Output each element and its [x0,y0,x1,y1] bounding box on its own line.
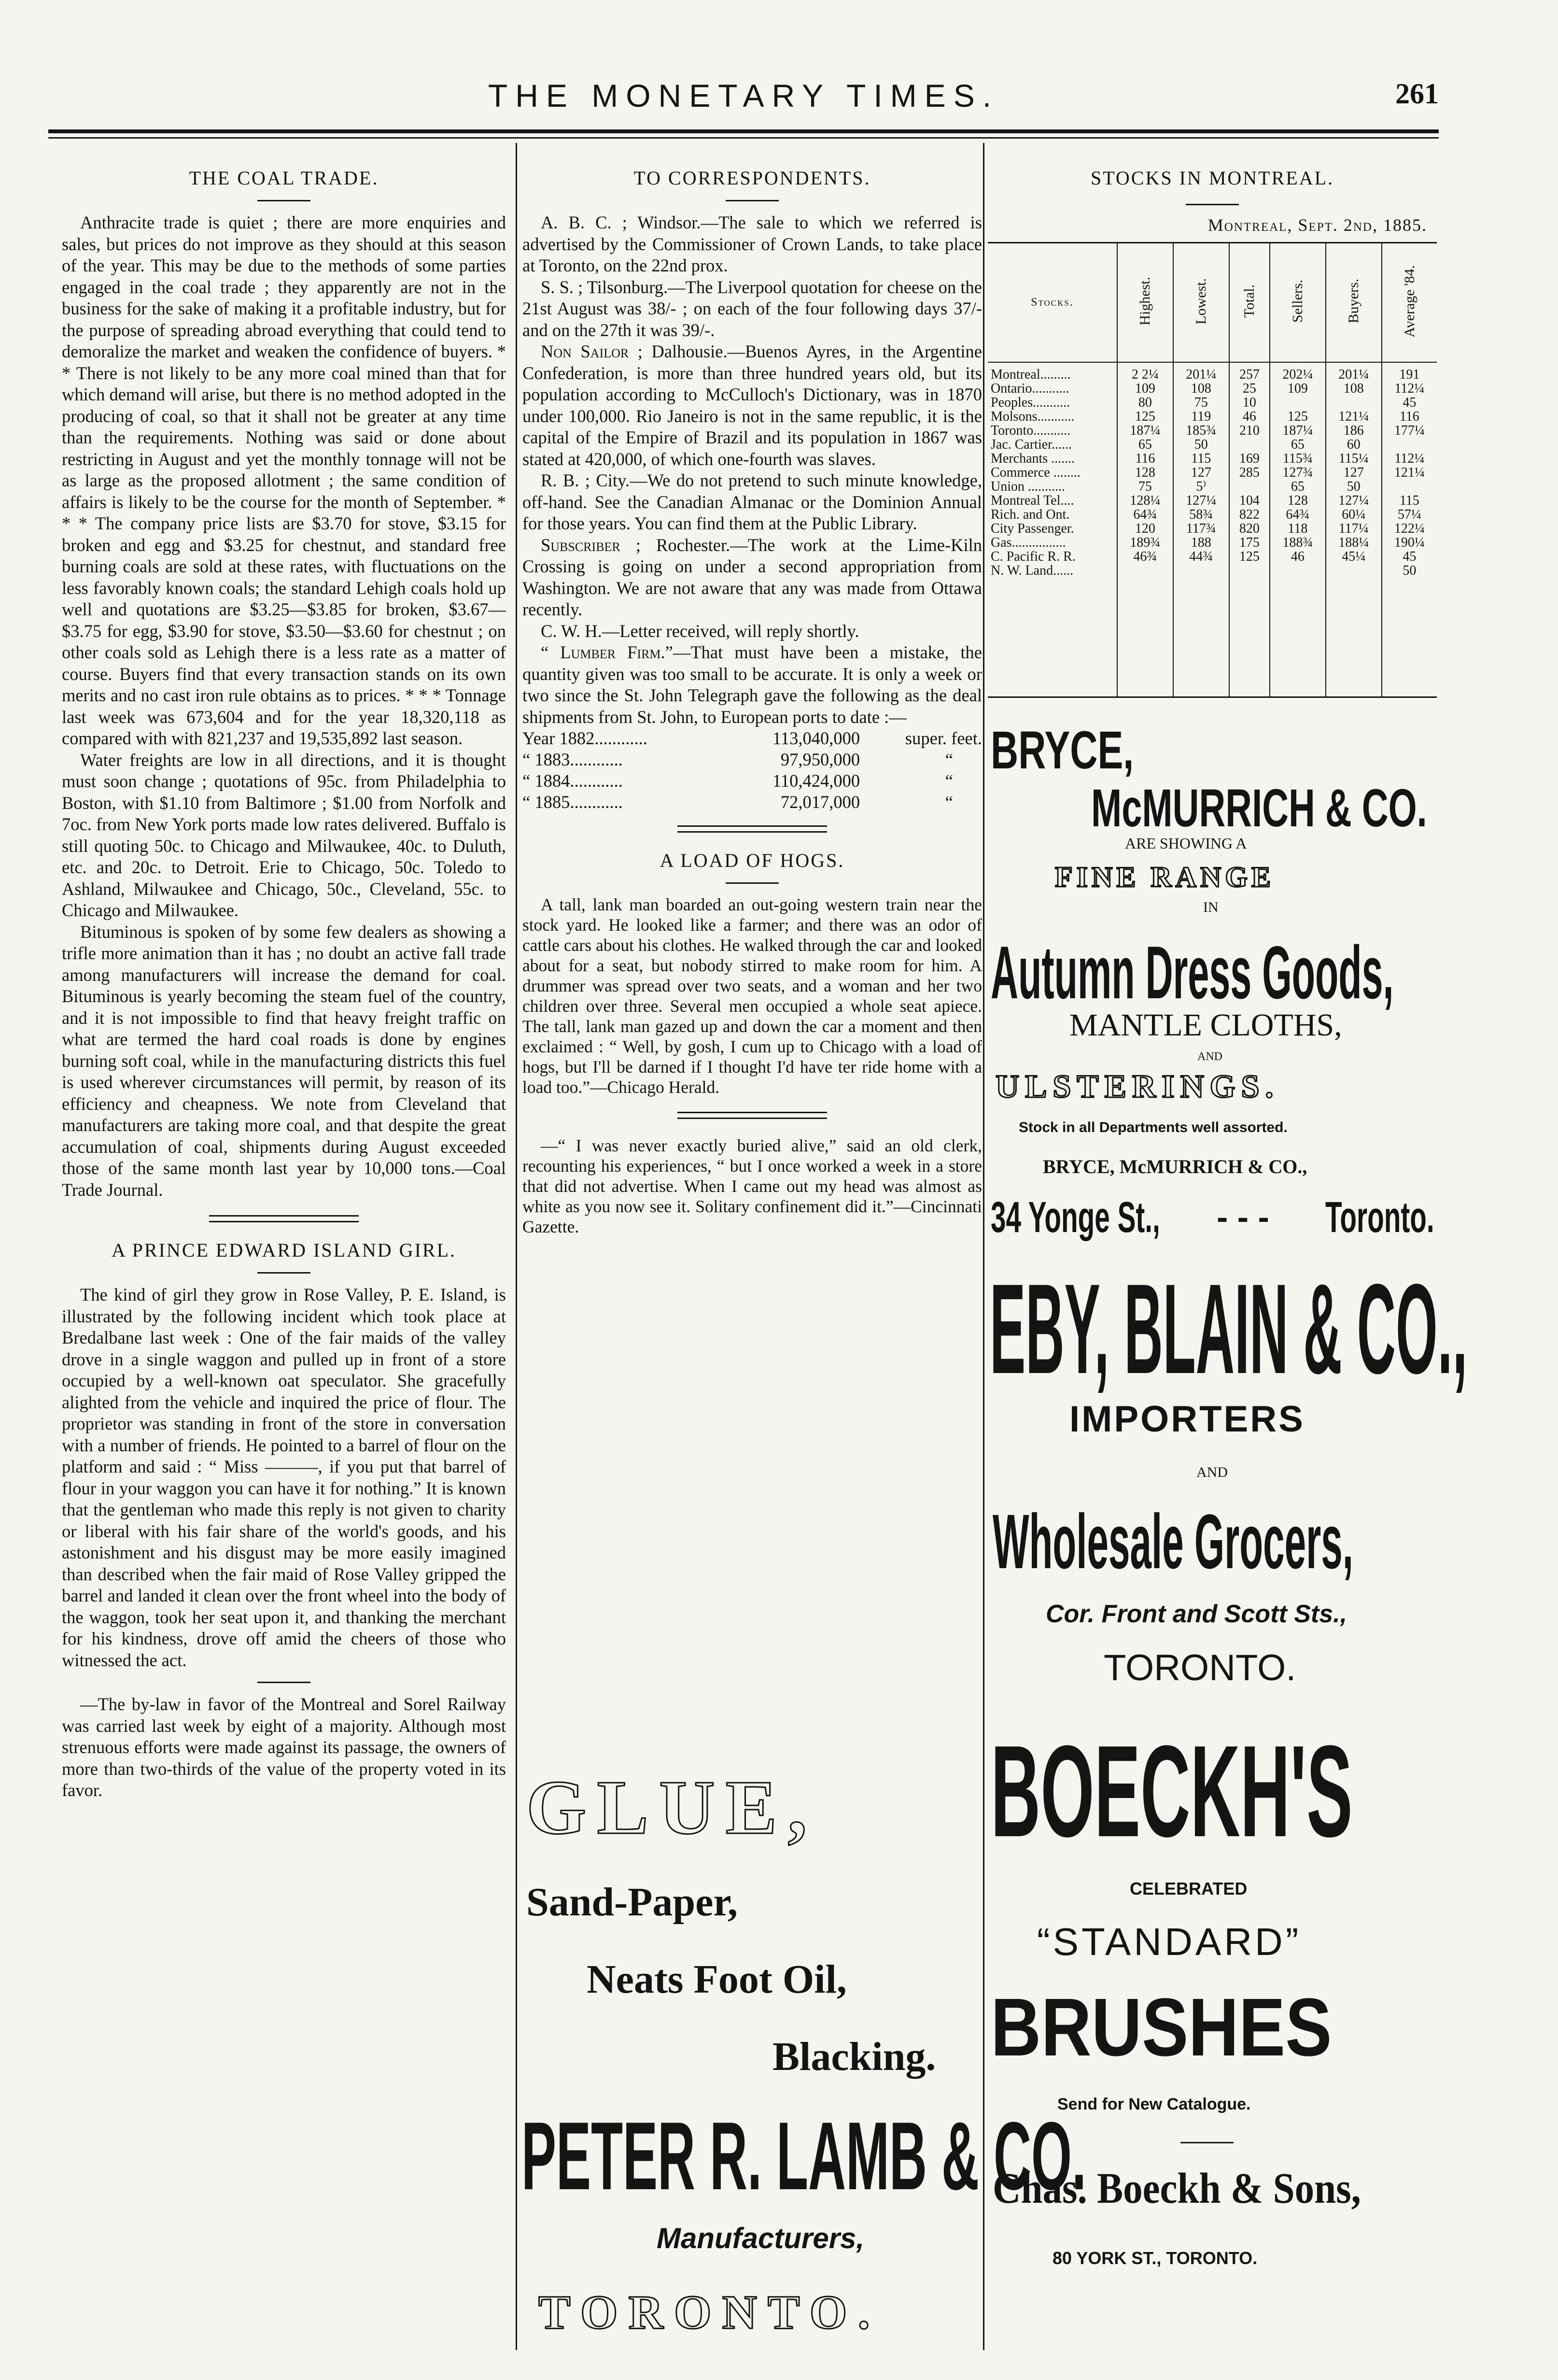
stock-name: City Passenger. [988,522,1117,536]
stock-total: 10 [1229,396,1270,410]
lumber-row [522,770,982,792]
correspondent-text: ; Windsor.—The sale to which we referred is advertised by the Commissioner of Crown Lands, to take place at Toronto, on the 22nd prox. [522,212,982,275]
importers-text: IMPORTERS [1069,1399,1305,1440]
stock-buyers: 127 [1326,466,1382,480]
stocks-table [988,242,1437,698]
header-buyers-label: Buyers. [1346,279,1362,324]
stock-sellers: 65 [1270,438,1326,452]
correspondents-heading: TO CORRESPONDENTS. [633,167,871,189]
section-separator [209,1215,359,1222]
blacking-text: Blacking. [772,2034,936,2079]
column-divider-1 [516,143,517,2350]
stock-row [988,494,1437,508]
header-lowest-label: Lowest. [1193,278,1209,325]
stock-lowest: 188 [1173,536,1229,550]
stock-average: 50 [1403,563,1417,578]
stock-cell-blank [1382,578,1437,697]
peter-lamb-text: PETER R. LAMB & CO. [521,2102,1087,2210]
stock-average [1382,438,1437,452]
stock-average: 115 [1399,493,1419,508]
lumber-year: “ 1885............ [522,792,623,812]
stock-lowest: 5⁾ [1173,480,1229,494]
lumber-amount: 110,424,000 [772,771,860,791]
stock-row-blank [988,578,1437,697]
stock-assorted-text: Stock in all Departments well assorted. [1019,1119,1288,1135]
stock-sellers: 127¾ [1270,466,1326,480]
stock-lowest: 185¾ [1173,424,1229,438]
bryce-name [991,720,1190,781]
stock-sellers [1270,396,1326,410]
stock-total: 210 [1229,424,1270,438]
stock-name: Montreal Tel.... [988,494,1117,508]
standard-text: “STANDARD” [1037,1920,1302,1963]
column-2 [522,167,982,1237]
manufacturers-text: Manufacturers, [657,2222,865,2254]
stock-name: Montreal......... [988,362,1117,382]
stock-lowest: 44¾ [1173,550,1229,564]
pei-heading: A PRINCE EDWARD ISLAND GIRL. [112,1239,456,1261]
coal-paragraph-1: Anthracite trade is quiet ; there are more enquiries and sales, but prices do not improve as they should at this season of the year. This may be due to the methods of some parties engaged in the coal trade ; they apparently are not in the business for the sake of making it a profitable industry, but for the purpose of spreading abroad everything that could tend to demoralize the market and weaken the confidence of buyers. * * There is not likely to be any more coal mined than that for which demand will arise, but there is no method adopted in the producing of coal, so that it shall not be greater at any time than the requirements. Nothing was said or done about restricting in August and yet the monthly tonnage will not be as large as the proposed allotment ; the same condition of affairs is likely to be the course for the month of September. * * * The company price lists are $3.70 for stove, $3.15 for broken and egg and $3.25 for chestnut, and standard free burning coals are sold at these rates, with fluctuations on the less favorably known coals; the standard Lehigh coals hold up well and quotations are $3.25—$3.85 for broken, $3.67—$3.75 for egg, $3.90 for stove, $3.50—$3.60 for chestnut ; on other coals sold as Lehigh there is a less rate as a matter of course. Buyers find that every transaction stands on its own merits and no cast iron rule obtains as to prices. * * * Tonnage last week was 673,604 and for the year 18,320,118 as compared with with 821,237 and 19,535,892 last season. [62,212,506,748]
stock-lowest [1173,564,1229,578]
stock-buyers: 45¼ [1326,550,1382,564]
stocks-date: Montreal, Sept. 2nd, 1885. [1207,215,1427,235]
stock-sellers: 118 [1270,522,1326,536]
stock-highest: 80 [1117,396,1173,410]
stock-buyers [1326,396,1382,410]
stock-highest: 128¼ [1117,494,1173,508]
correspondent-entry-2 [522,277,982,341]
lumber-amount: 113,040,000 [772,728,860,748]
toronto-city [1325,1193,1498,1243]
lumber-row [522,749,982,770]
fine-range-text: FINE RANGE [1055,861,1275,893]
lumber-shipments-table [522,728,982,813]
stock-total: 169 [1229,452,1270,466]
stocks-title-rule [1186,204,1239,205]
stock-lowest: 117¾ [1173,522,1229,536]
wholesale-grocers-text: Wholesale Grocers, [993,1498,1353,1585]
correspondent-name: C. W. H. [541,621,602,641]
stock-sellers: 64¾ [1270,508,1326,522]
correspondent-text: —That must have been a mistake, the quantity given was too small to be accurate. It is only a week or two since the St. John Telegraph gave the following as the deal shipments from St. John, to European ports to date :— [522,642,982,727]
stock-total [1229,564,1270,578]
clerk-paragraph: —“ I was never exactly buried alive,” said an old clerk, recounting his experiences, “ but I once worked a week in a store that did not advertise. When I came out my head was almost as white as you now see it. Solitary confinement did it.”—Cincinnati Gazette. [522,1136,982,1236]
lumber-year: “ 1884............ [522,771,623,791]
stock-highest: 46¾ [1117,550,1173,564]
york-street-text: 80 YORK ST., TORONTO. [1053,2248,1258,2268]
stocks-table-body [988,362,1437,697]
stock-sellers: 115¾ [1270,452,1326,466]
glue-title: GLUE, [526,1764,818,1850]
correspondent-text: ; Rochester.—The work at the Lime-Kiln Crossing is going on under a second appropriation from Washington. We are not aware that any was made from Ottawa recently. [522,535,982,619]
stock-name: Peoples........... [988,396,1117,410]
column-divider-2 [983,143,984,2350]
stock-highest: 75 [1117,480,1173,494]
lumber-unit: super. feet. [905,728,982,748]
correspondent-entry-1 [522,212,982,277]
column-3 [988,167,1437,698]
correspondents-heading-rule [726,200,779,201]
lumber-year: Year 1882............ [522,728,647,748]
stock-sellers [1270,564,1326,578]
stock-cell-blank [988,578,1117,697]
stock-name: Jac. Cartier...... [988,438,1117,452]
stock-row [988,410,1437,424]
stock-lowest: 127¼ [1173,494,1229,508]
stock-average [1382,480,1437,494]
pei-paragraph-1: The kind of girl they grow in Rose Valley, P. E. Island, is illustrated by the following incident which took place at Bredalbane last week : One of the fair maids of the valley drove in a single waggon and pulled up in front of a store occupied by a well-known oat speculator. She gracefully alighted from the vehicle and inquired the price of flour. The proprietor was standing in front of the store in conversation with a number of friends. He pointed to a barrel of flour on the platform and said : “ Miss ———, if you put that barrel of flour in your waggon you can have it for nothing.” It is known that the gentleman who made this reply is not given to charity or liberal with his fair share of the world's goods, and his astonishment and his disgust may be more easily imagined than described when the fair maid of Rose Valley gripped the barrel and landed it clean over the front wheel into the body of the waggon, took her seat upon it, and thanking the merchant for his kindness, drove off amid the cheers of those who witnessed the act. [62,1285,506,1670]
stock-total: 285 [1229,466,1270,480]
correspondent-text: ; City.—We do not pretend to such minute knowledge, off-hand. See the Canadian Almanac or the Dominion Annual for those years. You can find them at the Public Library. [522,470,982,533]
bryce-signature-text: BRYCE, McMURRICH & CO., [1043,1156,1307,1177]
stock-buyers: 60¼ [1326,508,1382,522]
eby-toronto-text: TORONTO. [1104,1647,1296,1688]
correspondent-entry-4 [522,470,982,535]
stock-sellers: 128 [1270,494,1326,508]
glue-toronto: TORONTO. [538,2285,881,2339]
stock-total [1229,438,1270,452]
stock-row [988,536,1437,550]
stock-cell-blank [1173,578,1229,697]
stock-highest: 187¼ [1117,424,1173,438]
correspondent-name: “ Lumber Firm.” [541,642,673,662]
stock-lowest: 58¾ [1173,508,1229,522]
stock-buyers: 60 [1326,438,1382,452]
and-text: AND [1197,1050,1222,1063]
correspondent-name: R. B. [541,470,579,490]
header-highest-label: Highest. [1137,277,1153,326]
pei-heading-rule [257,1272,310,1274]
brushes-name [991,1980,1392,2075]
stock-sellers: 65 [1270,480,1326,494]
correspondent-name: S. S. [541,277,574,297]
boeckh-rule [1180,2142,1234,2143]
stock-buyers: 127¼ [1326,494,1382,508]
stock-buyers: 115¼ [1326,452,1382,466]
ulsterings-text: ULSTERINGS. [996,1068,1279,1105]
stock-buyers: 188¼ [1326,536,1382,550]
stock-lowest: 108 [1173,382,1229,396]
boeckh-sons-text: Chas. Boeckh & Sons, [993,2165,1361,2212]
stock-row [988,452,1437,466]
stock-lowest: 127 [1173,466,1229,480]
sandpaper-text: Sand-Paper, [526,1880,738,1925]
in-text: IN [1203,899,1219,915]
mcmurrich-text: McMURRICH & CO. [1091,779,1427,838]
bryce-text: BRYCE, [991,721,1134,780]
stock-highest: 64¾ [1117,508,1173,522]
stock-buyers: 108 [1326,382,1382,396]
stock-name: Gas................ [988,536,1117,550]
stock-buyers: 201¼ [1326,362,1382,382]
coal-paragraph-2: Water freights are low in all directions, and it is thought must soon change ; quotations of 95c. from Philadelphia to Boston, with $1.10 from Baltimore ; $1.00 from Norfolk and 7oc. from New York ports made low rates delivered. Buffalo is still quoting 50c. to Chicago and Milwaukee, 40c. to Duluth, etc. and 20c. to Detroit. Erie to Chicago, 50c. Toledo to Ashland, Milwaukee and Chicago, 50c., Cleveland, 55c. to Chicago and Milwaukee. [62,750,506,920]
mantle-cloths-text: MANTLE CLOTHS, [1069,1007,1342,1043]
front-scott-text: Cor. Front and Scott Sts., [1046,1600,1347,1628]
stock-cell-blank [1270,578,1326,697]
stock-sellers: 202¼ [1270,362,1326,382]
stock-cell-blank [1117,578,1173,697]
correspondent-text: ; Tilsonburg.—The Liverpool quotation for cheese on the 21st August was 38/- ; on each of the four following days 37/- and on the 27th it was 39/-. [522,277,982,340]
header-stocks: Stocks. [988,243,1117,363]
section-separator [677,1112,827,1119]
page-number: 261 [1395,78,1439,110]
stock-name: Rich. and Ont. [988,508,1117,522]
stock-row [988,480,1437,494]
stock-name: Molsons........... [988,410,1117,424]
stock-total: 104 [1229,494,1270,508]
header-total-label: Total. [1241,284,1258,318]
catalogue-text: Send for New Catalogue. [1057,2095,1251,2113]
stock-highest: 128 [1117,466,1173,480]
header-buyers [1326,243,1382,363]
correspondent-entry-6 [522,621,982,642]
stock-buyers: 117¼ [1326,522,1382,536]
lumber-unit: “ [945,750,953,769]
stock-highest: 116 [1117,452,1173,466]
hogs-paragraph: A tall, lank man boarded an out-going western train near the stock yard. He looked like a farmer; and there was an odor of cattle cars about his clothes. He walked through the car and looked about for a seat, but nobody stirred to make room for him. A drummer was spread over two seats, and a woman and her two children over three. Several men occupied a whole seat apiece. The tall, lank man gazed up and down the car a moment and then exclaimed : “ Well, by gosh, I cum up to Chicago with a load of hogs, but I'll be darned if I thought I'd have ter ride home with a load too.”—Chicago Herald. [522,895,982,1097]
stock-row [988,438,1437,452]
boeckhs-name [991,1717,1558,1867]
stock-row [988,396,1437,410]
stocks-title: STOCKS IN MONTREAL. [1090,167,1334,189]
stock-total: 25 [1229,382,1270,396]
stock-highest: 2 2¼ [1117,362,1173,382]
eby-blain-name [990,1256,1558,1403]
correspondent-entry-3 [522,341,982,470]
correspondent-name: A. B. C. [541,212,612,232]
stock-buyers [1326,564,1382,578]
correspondent-text: ; Dalhousie.—Buenos Ayres, in the Argentine Confederation, is more than three hundred years old, but its population according to McCulloch's Dictionary, was in 1870 under 100,000. Rio Janeiro is not in the same republic, it is the capital of the Empire of Brazil and its population in 1867 was stated at 420,000, of which one-fourth was slaves. [522,341,982,469]
stock-highest: 65 [1117,438,1173,452]
stock-total: 125 [1229,550,1270,564]
correspondent-entry-5 [522,535,982,621]
and-text: AND [1196,1464,1228,1480]
header-average [1382,243,1437,363]
stock-row [988,564,1437,578]
boeckhs-text: BOECKH'S [991,1719,1353,1864]
correspondent-entry-7 [522,642,982,728]
lumber-unit: “ [945,792,953,812]
stock-total [1229,480,1270,494]
stock-name: Merchants ....... [988,452,1117,466]
stock-total: 257 [1229,362,1270,382]
toronto-city-text: Toronto. [1325,1193,1434,1242]
lumber-amount: 72,017,000 [780,792,860,812]
stock-highest: 109 [1117,382,1173,396]
stock-name: N. W. Land...... [988,564,1117,578]
wholesale-grocers [993,1497,1558,1586]
yonge-street-text: 34 Yonge St., [991,1193,1160,1242]
coal-paragraph-3: Bituminous is spoken of by some few dealers as showing a trifle more animation than it has ; no doubt an active fall trade among manufacturers will increase the demand for coal. Bituminous is yearly becoming the steam fuel of the country, and it is not impossible to find that heavy freight traffic on what are termed the hard coal roads is done by engines burning soft coal, while in the manufacturing districts this fuel is used wherever circumstances will permit, by reason of its efficiency and cheapness. We note from Cleveland that manufacturers are taking more coal, and that despite the great accumulation of coal, shipments during August exceeded those of the same month last year by 10,000 tons.—Coal Trade Journal. [62,921,506,1200]
stock-name: Ontario........... [988,382,1117,396]
header-sellers-label: Sellers. [1290,279,1306,323]
stock-row [988,362,1437,382]
boeckh-sons [993,2164,1402,2213]
header-sellers [1270,243,1326,363]
stock-average: 177¼ [1394,423,1425,438]
masthead-rule-thin [48,137,1439,139]
correspondent-text: —Letter received, will reply shortly. [602,621,859,641]
stock-row [988,508,1437,522]
are-showing-text: ARE SHOWING A [1125,835,1247,852]
stock-sellers: 125 [1270,410,1326,424]
stock-average: 190¼ [1394,535,1425,550]
stock-buyers: 50 [1326,480,1382,494]
stock-cell-blank [1229,578,1270,697]
stock-highest: 125 [1117,410,1173,424]
stock-lowest: 115 [1173,452,1229,466]
stock-average: 57¼ [1397,507,1421,522]
stock-highest [1117,564,1173,578]
stock-total: 175 [1229,536,1270,550]
stock-name: C. Pacific R. R. [988,550,1117,564]
stock-sellers: 109 [1270,382,1326,396]
stock-average: 116 [1399,409,1419,424]
stock-sellers: 188¾ [1270,536,1326,550]
pei-separator-rule [257,1682,310,1683]
correspondent-name: Non Sailor [541,341,629,361]
stock-row [988,522,1437,536]
celebrated-text: CELEBRATED [1130,1879,1248,1898]
header-total [1229,243,1270,363]
stock-average: 112¼ [1394,381,1425,396]
stock-row [988,382,1437,396]
masthead [48,77,1439,121]
stock-name: Toronto........... [988,424,1117,438]
stock-lowest: 75 [1173,396,1229,410]
stock-average: 112¼ [1394,451,1425,466]
lumber-amount: 97,950,000 [780,750,860,769]
coal-heading-rule [257,200,310,201]
lumber-unit: “ [945,771,953,791]
header-lowest [1173,243,1229,363]
lumber-row [522,728,982,749]
correspondent-name: Subscriber [541,535,620,555]
stock-buyers: 186 [1326,424,1382,438]
stock-row [988,466,1437,480]
stock-cell-blank [1326,578,1382,697]
mcmurrich-name [1091,778,1558,839]
stock-sellers: 46 [1270,550,1326,564]
header-average-label: Average '84. [1401,265,1418,338]
brushes-text: BRUSHES [991,1982,1332,2073]
stock-lowest: 201¼ [1173,362,1229,382]
stock-highest: 189¾ [1117,536,1173,550]
hogs-heading: A LOAD OF HOGS. [660,850,845,871]
stock-highest: 120 [1117,522,1173,536]
stock-name: Commerce ........ [988,466,1117,480]
stock-lowest: 50 [1173,438,1229,452]
header-highest [1117,243,1173,363]
stock-row [988,550,1437,564]
eby-blain-text: EBY, BLAIN & CO., [990,1258,1468,1401]
stock-average: 45 [1403,395,1417,410]
stock-average: 191 [1399,367,1420,382]
stock-average: 122¼ [1394,521,1425,536]
address-dashes: - - - [1217,1198,1269,1236]
hogs-heading-rule [726,882,779,884]
masthead-title: THE MONETARY TIMES. [488,78,999,113]
stock-buyers: 121¼ [1326,410,1382,424]
lumber-year: “ 1883............ [522,750,623,769]
section-separator [677,825,827,833]
railway-paragraph: —The by-law in favor of the Montreal and Sorel Railway was carried last week by eight of a majority. Although most strenuous efforts were made against its passage, the owners of more than two-thirds of the value of the property voted in its favor. [62,1694,506,1800]
stock-lowest: 119 [1173,410,1229,424]
stock-total: 822 [1229,508,1270,522]
column-1 [62,167,506,1801]
autumn-dress-goods [991,930,1558,1016]
stock-sellers: 187¼ [1270,424,1326,438]
lumber-row [522,792,982,813]
stock-total: 46 [1229,410,1270,424]
stock-name: Union ........... [988,480,1117,494]
stock-average: 121¼ [1394,465,1425,480]
neatsfoot-oil-text: Neats Foot Oil, [587,1957,847,2002]
coal-heading: THE COAL TRADE. [189,167,379,189]
stock-total: 820 [1229,522,1270,536]
stock-average: 45 [1403,549,1417,564]
stocks-header-row [988,243,1437,363]
stock-row [988,424,1437,438]
masthead-rule-thick [48,129,1439,133]
autumn-dress-goods-text: Autumn Dress Goods, [991,931,1394,1014]
